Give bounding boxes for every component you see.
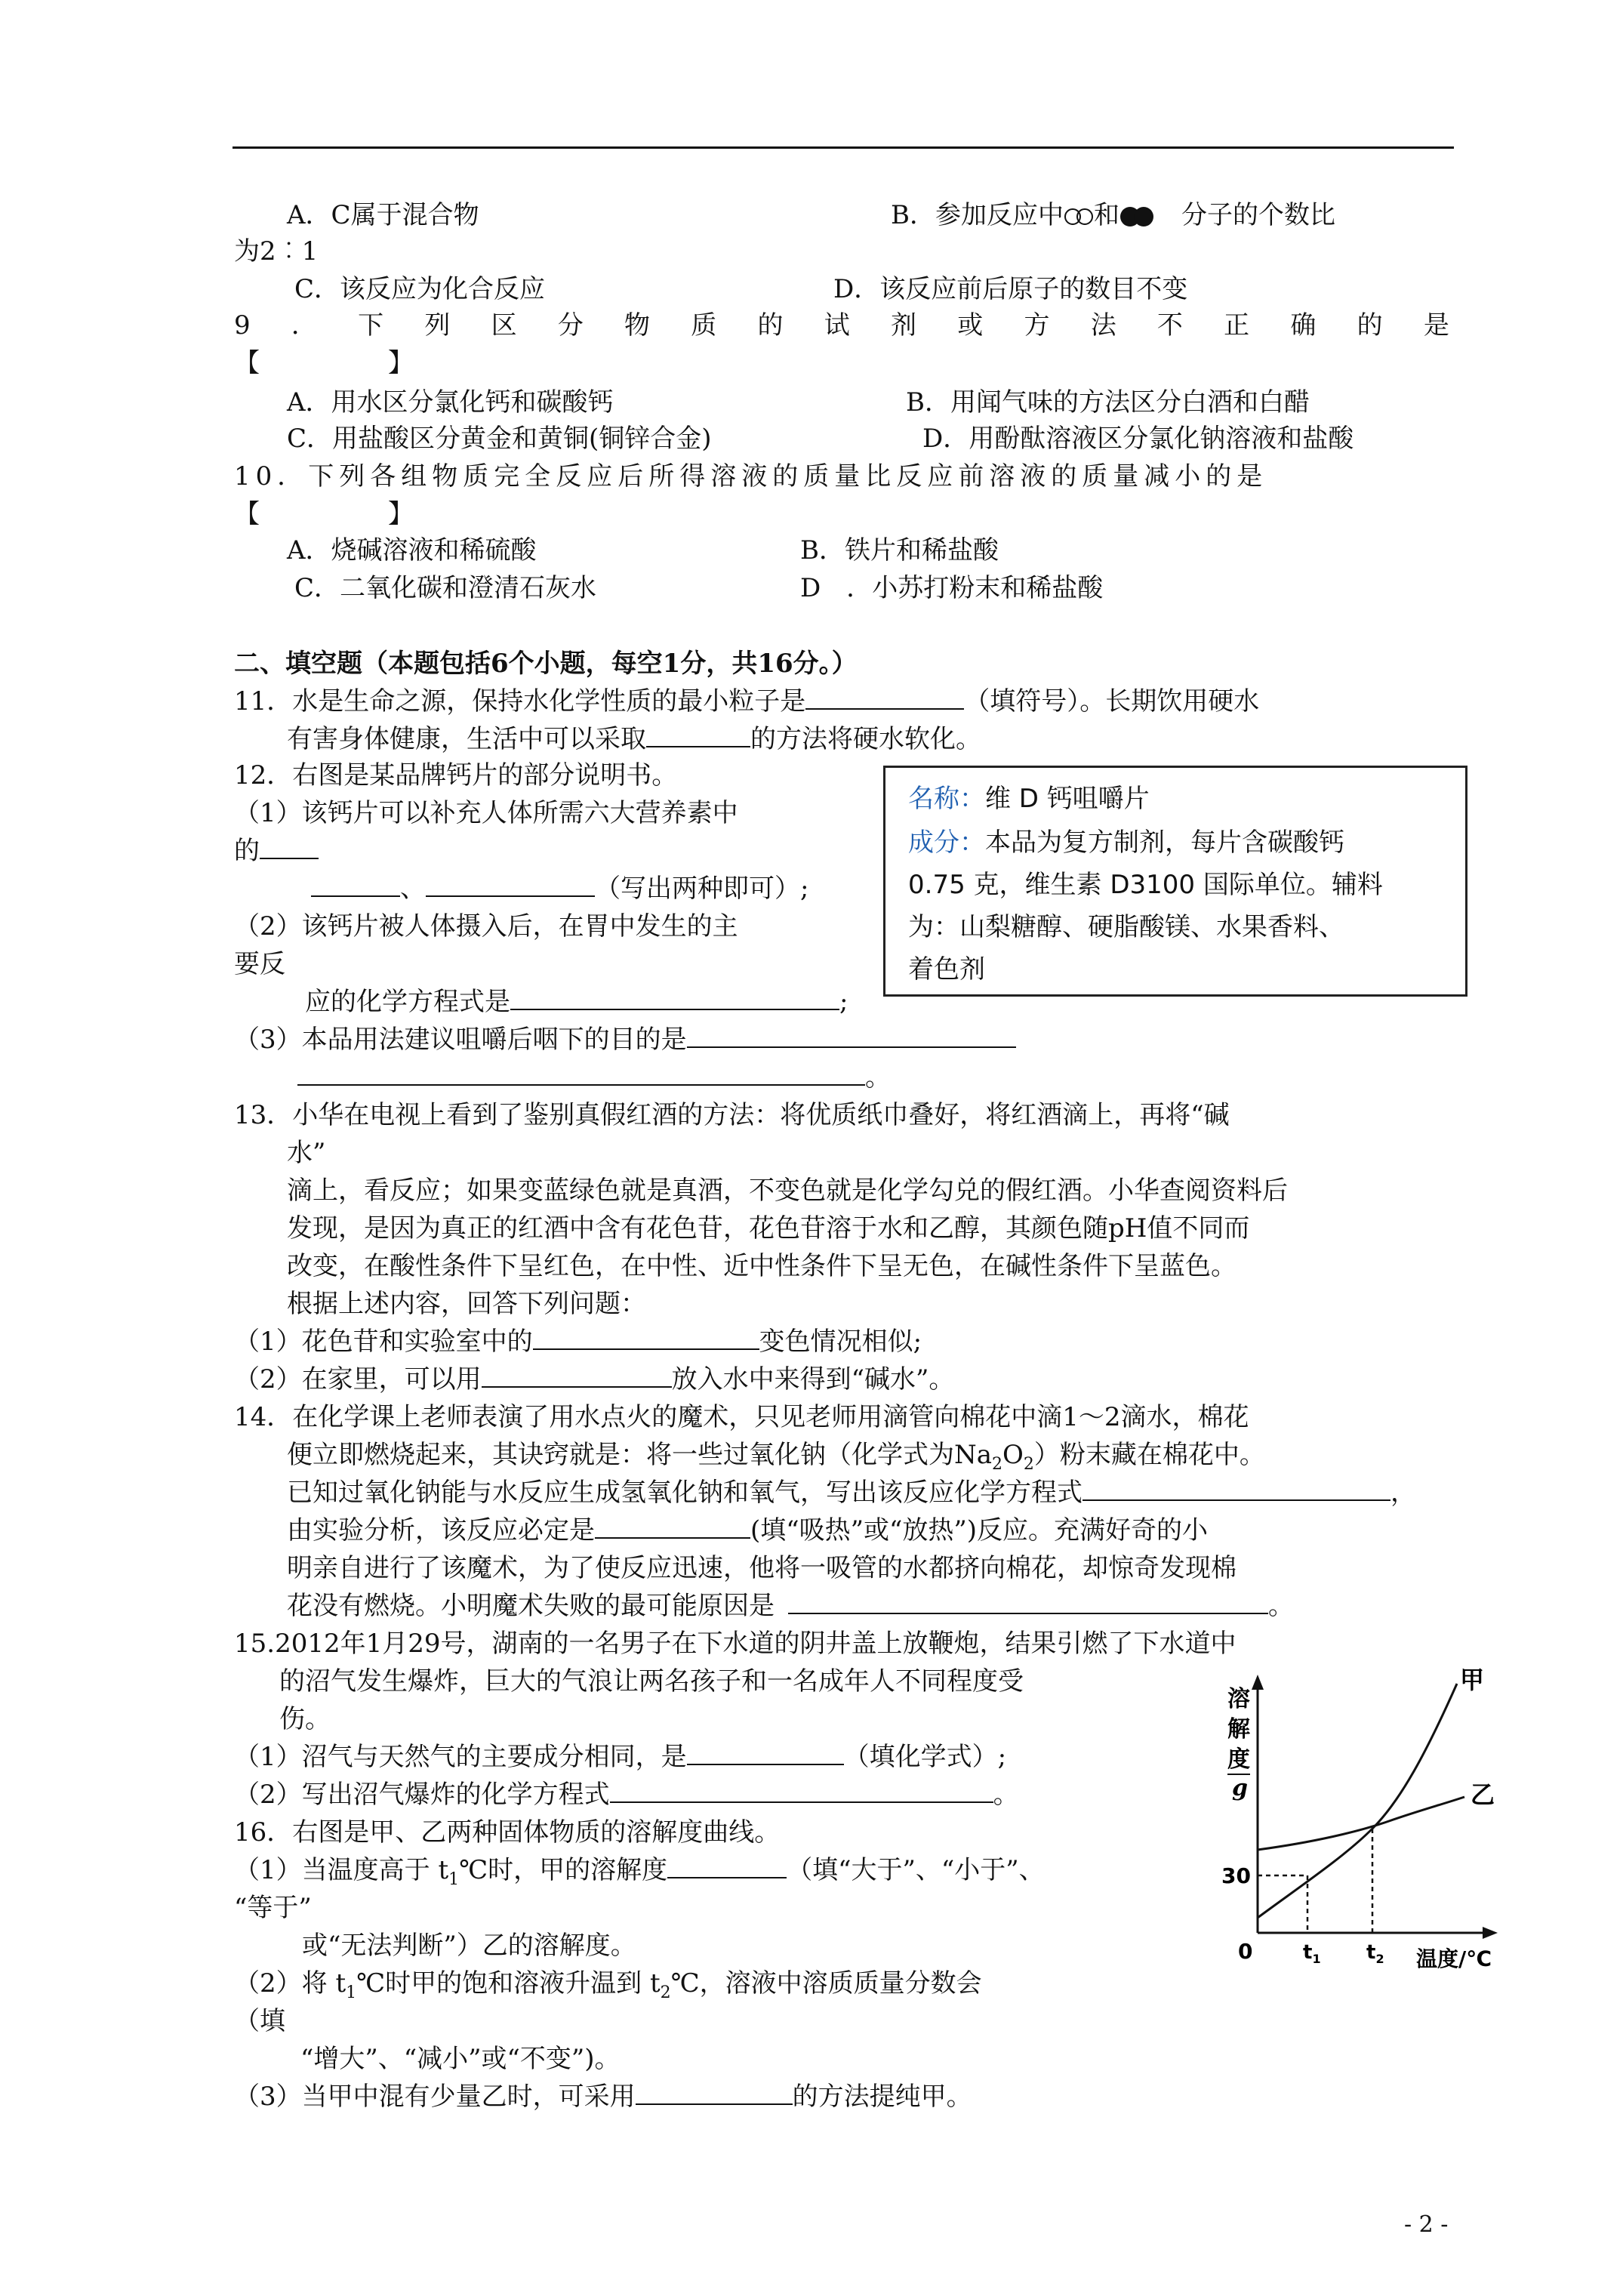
q16-part1-line2: “等于”: [234, 1893, 312, 1923]
q16-part3: （3）当甲中混有少量乙时，可采用 的方法提纯甲。: [234, 2082, 972, 2112]
q12-part2-line3: 应的化学方程式是 ;: [305, 987, 848, 1017]
q12-stem: 12．右图是某品牌钙片的部分说明书。: [234, 760, 678, 791]
q10-stem: 10．下列各组物质完全反应后所得溶液的质量比反应前溶液的质量减小的是: [234, 461, 1268, 492]
q14-line3: 已知过氧化钠能与水反应生成氢氧化钠和氧气，写出该反应化学方程式 ，: [287, 1478, 1416, 1508]
q15-blank-1[interactable]: [687, 1741, 844, 1765]
q8-option-b-continued: 为2︰1: [234, 236, 319, 267]
q15-line3: 伤。: [279, 1704, 331, 1734]
q9-stem-char: 剂: [890, 310, 916, 341]
q15-part2: （2）写出沼气爆炸的化学方程式 。: [234, 1780, 1019, 1810]
q14-line1: 14．在化学课上老师表演了用水点火的魔术，只见老师用滴管向棉花中滴1～2滴水，棉花: [234, 1402, 1249, 1432]
q10-option-b: B．铁片和稀盐酸: [800, 535, 999, 566]
q9-stem-char: 质: [691, 310, 717, 341]
q9-stem-char: 不: [1156, 310, 1183, 341]
q16-blank-1[interactable]: [667, 1854, 787, 1878]
q11-line2: 有害身体健康，生活中可以采取 的方法将硬水软化。: [287, 724, 981, 754]
q9-stem-char: 列: [424, 310, 451, 341]
q15-blank-2[interactable]: [610, 1779, 993, 1803]
origin-label: 0: [1238, 1939, 1253, 1964]
q9-option-c: C．用盐酸区分黄金和黄铜(铜锌合金): [287, 424, 712, 454]
q12-part1-line2: 的: [234, 835, 319, 867]
molecule-hollow-icon: [1064, 207, 1094, 227]
q12-blank-1c[interactable]: [426, 873, 595, 897]
q9-option-a: A．用水区分氯化钙和碳酸钙: [287, 387, 614, 418]
header-rule: [233, 146, 1454, 149]
y-axis-label-char-1: 溶: [1227, 1686, 1250, 1712]
q13-blank-2[interactable]: [482, 1364, 672, 1388]
q12-part2-line1: （2）该钙片被人体摄入后，在胃中发生的主: [234, 911, 738, 942]
q12-blank-1b[interactable]: [311, 873, 400, 897]
q12-part3-line2: 。: [297, 1062, 891, 1093]
curve-jia: [1258, 1684, 1457, 1918]
q13-part1: （1）花色苷和实验室中的 变色情况相似;: [234, 1327, 922, 1357]
q9-stem-char: 方: [1024, 310, 1050, 341]
q9-stem-char: 是: [1423, 310, 1449, 341]
q13-line6: 根据上述内容，回答下列问题：: [287, 1289, 646, 1319]
q13-line4: 发现，是因为真正的红酒中含有花色苷，花色苷溶于水和乙醇，其颜色随pH值不同而: [287, 1213, 1250, 1244]
q9-stem: [234, 310, 1449, 341]
q8-option-c: C．该反应为化合反应: [294, 274, 546, 304]
q14-blank-1[interactable]: [1083, 1477, 1390, 1501]
x-axis-arrow-icon: [1483, 1927, 1498, 1939]
q13-line5: 改变，在酸性条件下呈红色，在中性、近中性条件下呈无色，在碱性条件下呈蓝色。: [287, 1251, 1236, 1281]
q16-part2-line2: （填: [234, 2006, 285, 2036]
label-composition-line4: 着色剂: [908, 954, 985, 985]
y-axis-unit: g: [1232, 1775, 1248, 1801]
q9-stem-char: ．: [291, 310, 317, 341]
y-axis-arrow-icon: [1252, 1675, 1264, 1690]
solubility-curve-graph: [1208, 1661, 1510, 1978]
q9-stem-char: 物: [624, 310, 651, 341]
label-composition-line3: 为：山梨糖醇、硬脂酸镁、水果香料、: [908, 912, 1344, 942]
q12-blank-3a[interactable]: [687, 1024, 1016, 1048]
y-axis-label-char-2: 解: [1227, 1716, 1250, 1743]
y-tick-30: 30: [1221, 1863, 1251, 1888]
x-axis-label: 温度/℃: [1416, 1946, 1492, 1971]
q8-option-a: A．C属于混合物: [287, 200, 479, 230]
q15-line1: 15.2012年1月29号，湖南的一名男子在下水道的阴井盖上放鞭炮，结果引燃了下水道中: [234, 1629, 1236, 1659]
q12-blank-2[interactable]: [510, 986, 839, 1010]
q16-part2-line3: “增大”、“减小”或“不变”)。: [300, 2044, 621, 2074]
series-label-jia: 甲: [1460, 1666, 1485, 1694]
q9-stem-char: 或: [957, 310, 984, 341]
q12-part1-line1: （1）该钙片可以补充人体所需六大营养素中: [234, 798, 738, 828]
q16-part2-line1: （2）将 $t_1℃$时甲的饱和溶液升温到 $t_2℃$，溶液中溶质质量分数会: [234, 1968, 982, 2002]
q11-blank-2[interactable]: [646, 723, 750, 747]
q12-part1-line3: 、 （写出两种即可）;: [311, 873, 808, 905]
x-tick-t1: $t_1$: [1303, 1941, 1321, 1966]
q9-stem-char: 正: [1224, 310, 1250, 341]
label-composition-line1: 成分：本品为复方制剂，每片含碳酸钙: [908, 827, 1344, 858]
label-name-line: 名称：维 D 钙咀嚼片: [908, 784, 1150, 814]
q9-stem-char: 区: [491, 310, 517, 341]
q16-part1-line3: 或“无法判断”）乙的溶解度。: [302, 1931, 636, 1961]
q8-option-b: B．参加反应中 和 分子的个数比: [891, 200, 1335, 230]
q10-option-d: D ．小苏打粉末和稀盐酸: [800, 573, 1104, 603]
q14-line4: 由实验分析，该反应必定是 (填“吸热”或“放热”)反应。充满好奇的小: [287, 1515, 1209, 1546]
q16-blank-3[interactable]: [636, 2081, 793, 2105]
molecule-solid-icon: [1119, 205, 1154, 228]
page-number: - 2 -: [1404, 2211, 1449, 2238]
q9-answer-bracket: 【 】: [234, 348, 414, 378]
q9-stem-char: 的: [757, 310, 784, 341]
section-heading-fill-in: 二、填空题（本题包括6个小题，每空1分，共16分。）: [234, 649, 858, 679]
q14-line6: 花没有燃烧。小明魔术失败的最可能原因是 。: [287, 1591, 1294, 1621]
q15-part1: （1）沼气与天然气的主要成分相同，是 （填化学式）;: [234, 1742, 1007, 1772]
q9-stem-char: 的: [1357, 310, 1383, 341]
q10-option-c: C．二氧化碳和澄清石灰水: [294, 573, 597, 603]
q9-stem-char: 分: [557, 310, 584, 341]
q12-part2-line2: 要反: [234, 949, 285, 979]
label-composition-line2: 0.75 克，维生素 D3100 国际单位。辅料: [908, 870, 1383, 900]
q11-line1: 11．水是生命之源，保持水化学性质的最小粒子是 （填符号）。长期饮用硬水: [234, 686, 1260, 717]
q14-blank-2[interactable]: [595, 1515, 750, 1539]
q9-option-b: B．用闻气味的方法区分白酒和白醋: [906, 387, 1310, 418]
q11-blank-1[interactable]: [805, 686, 964, 710]
q16-part1-line1: （1）当温度高于 $t_1℃$时，甲的溶解度 （填“大于”、“小于”、: [234, 1855, 1045, 1889]
q13-line3: 滴上，看反应；如果变蓝绿色就是真酒，不变色就是化学勾兑的假红酒。小华查阅资料后: [287, 1176, 1288, 1206]
y-axis-label-char-3: 度: [1227, 1746, 1250, 1773]
q9-stem-char: 法: [1090, 310, 1116, 341]
q13-line2: 水”: [287, 1138, 326, 1168]
series-label-yi: 乙: [1471, 1780, 1495, 1809]
q14-line2: 便立即燃烧起来，其诀窍就是：将一些过氧化钠（化学式为$Na_2O_2$）粉末藏在棉花中。: [287, 1440, 1265, 1474]
calcium-tablet-label-box: [883, 766, 1467, 997]
q13-blank-1[interactable]: [533, 1326, 759, 1350]
q12-blank-3b[interactable]: [297, 1062, 865, 1086]
q8-option-d: D．该反应前后原子的数目不变: [833, 274, 1188, 304]
q9-option-d: D．用酚酞溶液区分氯化钠溶液和盐酸: [922, 424, 1354, 454]
x-tick-t2: $t_2$: [1366, 1941, 1384, 1966]
q10-answer-bracket: 【 】: [234, 499, 414, 529]
q9-stem-char: 确: [1290, 310, 1317, 341]
q9-stem-char: 下: [358, 310, 384, 341]
q14-line5: 明亲自进行了该魔术，为了使反应迅速，他将一吸管的水都挤向棉花，却惊奇发现棉: [287, 1553, 1236, 1583]
q12-part3-line1: （3）本品用法建议咀嚼后咽下的目的是: [234, 1024, 1016, 1056]
q15-line2: 的沼气发生爆炸，巨大的气浪让两名孩子和一名成年人不同程度受: [279, 1666, 1024, 1697]
q9-stem-char: 试: [824, 310, 850, 341]
q12-blank-1a[interactable]: [260, 835, 319, 859]
q13-part2: （2）在家里，可以用 放入水中来得到“碱水”。: [234, 1364, 955, 1395]
q10-option-a: A．烧碱溶液和稀硫酸: [287, 535, 537, 566]
curve-yi: [1258, 1797, 1464, 1850]
q16-stem: 16．右图是甲、乙两种固体物质的溶解度曲线。: [234, 1817, 781, 1848]
q9-stem-char: 9: [234, 310, 251, 341]
q13-line1: 13．小华在电视上看到了鉴别真假红酒的方法：将优质纸巾叠好，将红酒滴上，再将“碱: [234, 1100, 1230, 1130]
q14-blank-3[interactable]: [788, 1590, 1268, 1614]
